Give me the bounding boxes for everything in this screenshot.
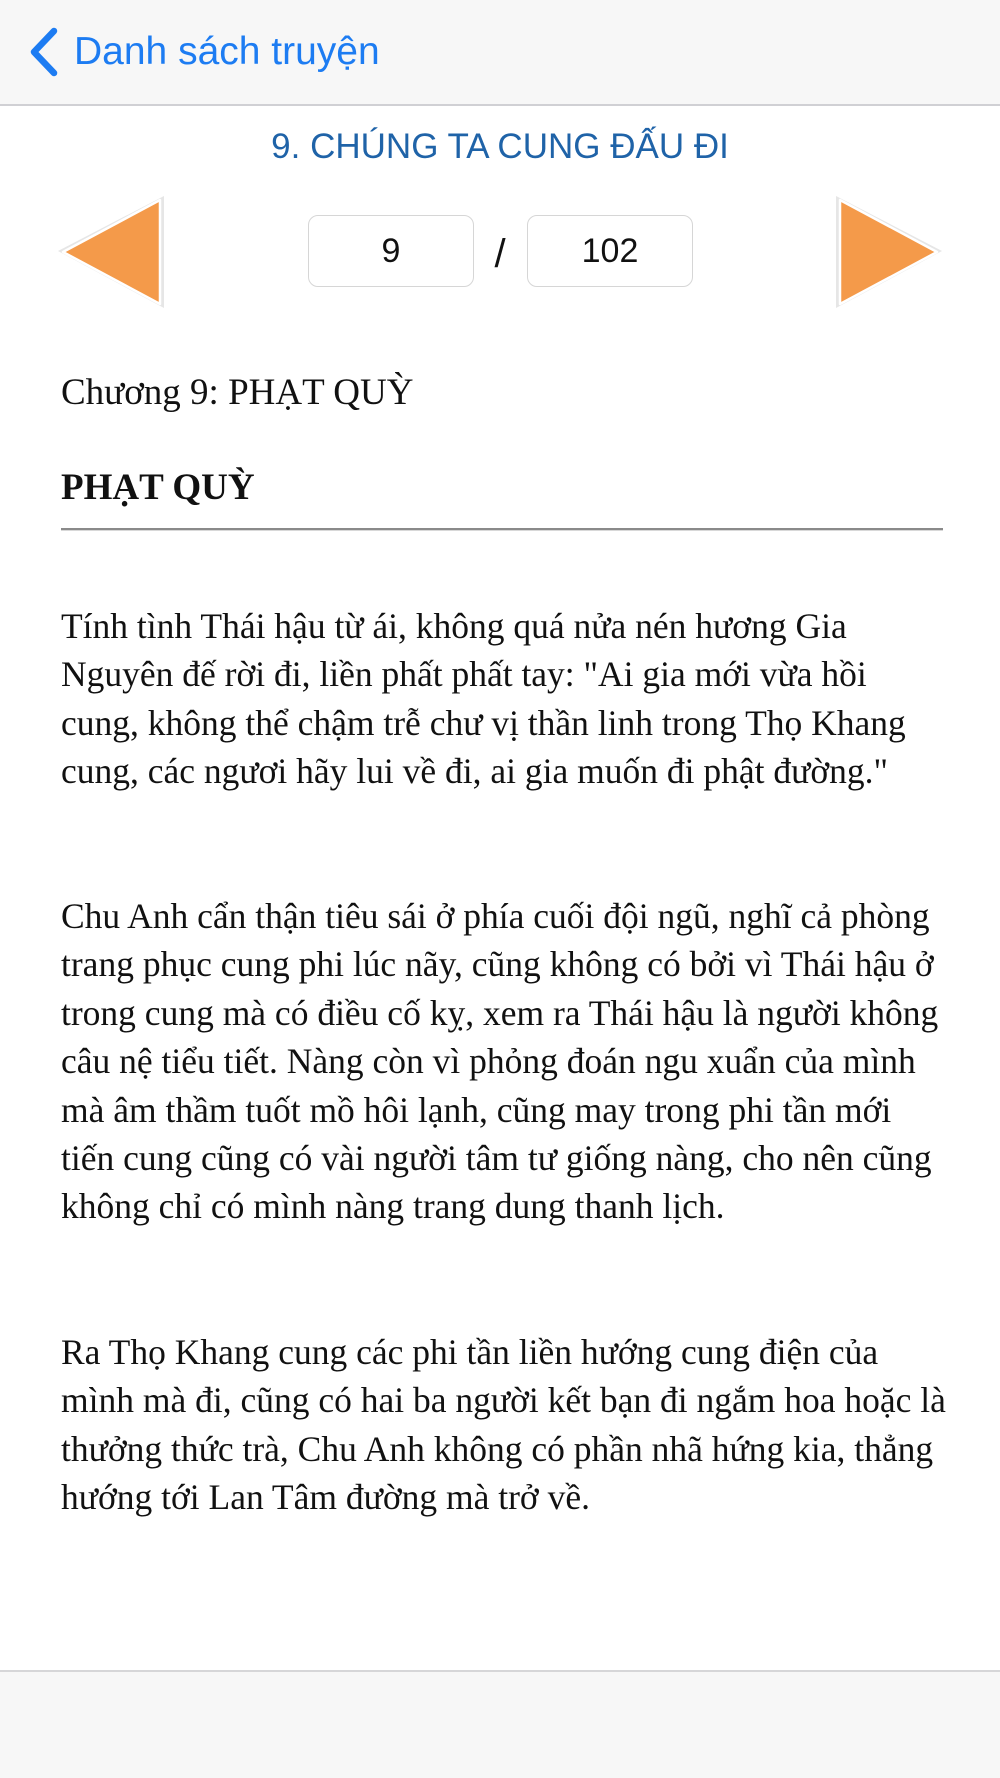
- total-pages-field[interactable]: [527, 215, 693, 287]
- triangle-left-icon: [54, 194, 166, 310]
- paragraph: Tính tình Thái hậu từ ái, không quá nửa nén hương Gia Nguyên đế rời đi, liền phất phất tay: "Ai gia mới vừa hồi cung, không thể chậm trễ chư vị thần linh trong Thọ Khang cung, các ngươi hãy lui về đi, ai gia muốn đi phật đường.": [61, 606, 906, 792]
- page-separator: /: [494, 232, 506, 276]
- paragraph: Ra Thọ Khang cung các phi tần liền hướng cung điện của mình mà đi, cũng có hai ba người kết bạn đi ngắm hoa hoặc là thưởng thức trà, Chu Anh không có phần nhã hứng kia, thẳng hướng tới Lan Tâm đường mà trở về.: [61, 1332, 946, 1518]
- next-chapter-button[interactable]: [834, 194, 946, 310]
- chapter-heading: Chương 9: PHẠT QUỲ: [61, 372, 414, 413]
- bottom-toolbar: [0, 1670, 1000, 1778]
- triangle-right-icon: [834, 194, 946, 310]
- heading-divider: [61, 528, 943, 531]
- back-button-label: Danh sách truyện: [74, 30, 380, 73]
- chevron-left-icon: [26, 26, 62, 78]
- current-page-input[interactable]: [308, 215, 474, 287]
- navigation-bar: [0, 0, 1000, 106]
- paragraph: Chu Anh cẩn thận tiêu sái ở phía cuối đội ngũ, nghĩ cả phòng trang phục cung phi lúc nãy, cũng không có bởi vì Thái hậu ở trong cung mà có điều cố kỵ, xem ra Thái hậu là người không câu nệ tiểu tiết. Nàng còn vì phỏng đoán ngu xuẩn của mình mà âm thầm tuốt mồ hôi lạnh, cũng may trong phi tần mới tiến cung cũng có vài người tâm tư giống nàng, cho nên cũng không chỉ có mình nàng trang dung thanh lịch.: [61, 896, 939, 1227]
- previous-chapter-button[interactable]: [54, 194, 166, 310]
- chapter-content[interactable]: [0, 330, 1000, 1624]
- chapter-title: 9. CHÚNG TA CUNG ĐẤU ĐI: [271, 127, 729, 166]
- section-heading: PHẠT QUỲ: [61, 467, 255, 508]
- back-button[interactable]: [26, 22, 380, 82]
